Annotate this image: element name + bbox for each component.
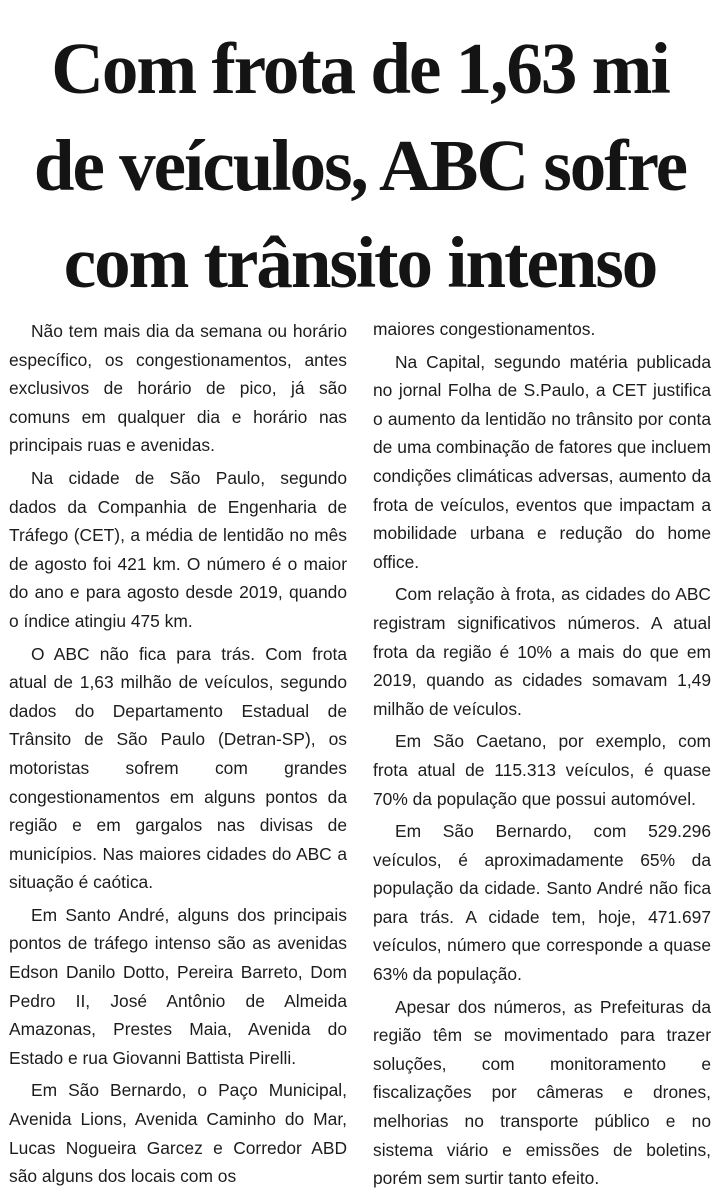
paragraph: Com relação à frota, as cidades do ABC registram significativos números. A atual frota da região é 10% a mais do que em 2019, quando as cidades somavam 1,49 milhão de veículos. (373, 584, 711, 719)
paragraph: Em São Caetano, por exemplo, com frota atual de 115.313 veículos, é quase 70% da população que possui automóvel. (373, 731, 711, 809)
paragraph: Em Santo André, alguns dos principais pontos de tráfego intenso são as avenidas Edson Danilo Dotto, Pereira Barreto, Dom Pedro II, José Antônio de Almeida Amazonas, Prestes Maia, Avenida do Estado e rua Giovanni Battista Pirelli. (9, 904, 347, 1068)
right-column (373, 315, 711, 1197)
left-column (9, 315, 347, 1197)
paragraph: Na Capital, segundo matéria publicada no jornal Folha de S.Paulo, a CET justifica o aumento da lentidão no trânsito por conta de uma combinação de fatores que incluem condições climáticas adversas, aumento da frota de veículos, eventos que impactam a mobilidade urbana e redução do home office. (373, 351, 711, 572)
article-headline (0, 0, 720, 311)
paragraph: Em São Bernardo, com 529.296 veículos, é aproximadamente 65% da população da cidade. Santo André não fica para trás. A cidade tem, hoje, 471.697 veículos, número que corresponde a quase 63% da população. (373, 821, 711, 985)
article-body (9, 315, 711, 1197)
headline-line-1: Com frota de 1,63 mi (51, 28, 669, 109)
paragraph-continuation: maiores congestionamentos. (373, 319, 596, 339)
paragraph: Em São Bernardo, o Paço Municipal, Avenida Lions, Avenida Caminho do Mar, Lucas Nogueira Garcez e Corredor ABD são alguns dos locais com os (9, 1080, 347, 1187)
paragraph: O ABC não fica para trás. Com frota atual de 1,63 milhão de veículos, segundo dados do Departamento Estadual de Trânsito de São Paulo (Detran-SP), os motoristas sofrem com grandes congestionamentos em alguns pontos da região e em gargalos nas divisas de municípios. Nas maiores cidades do ABC a situação é caótica. (9, 643, 347, 893)
paragraph: Apesar dos números, as Prefeituras da região têm se movimentado para trazer soluções, com monitoramento e fiscalizações por câmeras e drones, melhorias no transporte público e no sistema viário e emissões de boletins, porém sem surtir tanto efeito. (373, 996, 711, 1189)
paragraph: Não tem mais dia da semana ou horário específico, os congestionamentos, antes exclusivos de horário de pico, já são comuns em qualquer dia e horário nas principais ruas e avenidas. (9, 321, 347, 456)
headline-line-2: de veículos, ABC sofre (33, 125, 687, 206)
headline-line-3: com trânsito intenso (63, 222, 657, 303)
paragraph: Na cidade de São Paulo, segundo dados da Companhia de Engenharia de Tráfego (CET), a média de lentidão no mês de agosto foi 421 km. O número é o maior do ano e para agosto desde 2019, quando o índice atingiu 475 km. (9, 467, 347, 631)
